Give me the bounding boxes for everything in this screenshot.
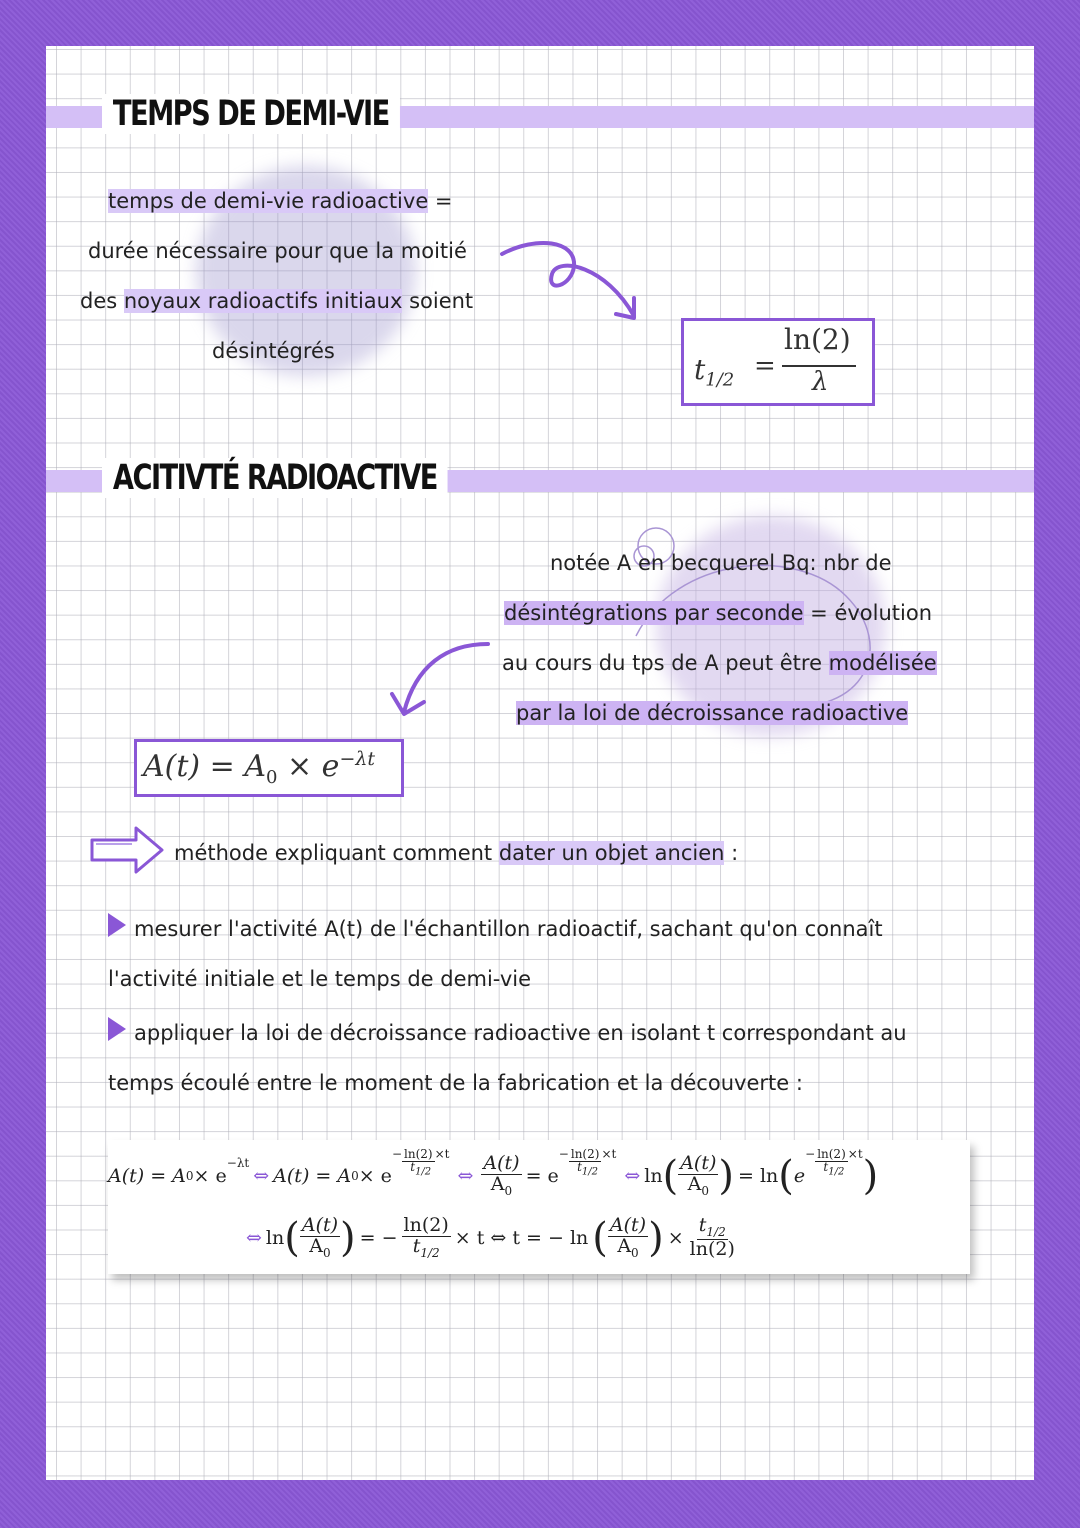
highlight-demi-vie-term: temps de demi-vie radioactive bbox=[108, 189, 429, 213]
definition-line-1: temps de demi-vie radioactive = bbox=[108, 189, 453, 213]
step2-line-a: appliquer la loi de décroissance radioactive en isolant t correspondant au bbox=[134, 1021, 907, 1045]
curved-arrow-icon bbox=[386, 636, 496, 726]
step1-line-b: l'activité initiale et le temps de demi-vie bbox=[108, 967, 532, 991]
derivation-line-1: A(t) = A 0 × e $^{-\lambda t}$ ⇔ A(t) = A 0 × e − ln(2) ×t $t_{1/2}$ ⇔ $\frac{A(t)}{A_0}$ = e − ln(2) ×t $t_{1/2}$ ⇔ ln ( $\frac{A(t)}{A_0}$ ) = ln ( e − ln(2) ×t $t_{1/2}$ ) bbox=[108, 1147, 879, 1199]
highlight-dater: dater un objet ancien bbox=[498, 841, 725, 865]
bullet-triangle-icon bbox=[108, 913, 128, 937]
note-line-1: notée A en becquerel Bq: nbr de bbox=[550, 551, 892, 575]
step1-line-a: mesurer l'activité A(t) de l'échantillon radioactif, sachant qu'on connaît bbox=[134, 917, 883, 941]
derivation-card bbox=[108, 1140, 970, 1274]
section-heading-demi-vie: TEMPS DE DEMI-VIE bbox=[102, 94, 400, 134]
formula-numerator: ln(2) bbox=[784, 323, 851, 356]
step2-line-b: temps écoulé entre le moment de la fabrication et la découverte : bbox=[108, 1071, 803, 1095]
formula-equals: = bbox=[754, 351, 776, 381]
section-heading-activite: ACITIVTÉ RADIOACTIVE bbox=[102, 458, 448, 498]
method-intro: méthode expliquant comment dater un objet ancien : bbox=[174, 841, 739, 865]
curly-arrow-icon bbox=[496, 236, 646, 326]
formula-lhs: $t_{1/2}$ bbox=[694, 353, 735, 391]
highlight-desintegrations: désintégrations par seconde bbox=[504, 601, 804, 625]
note-line-3: au cours du tps de A peut être modélisée bbox=[502, 651, 937, 675]
bullet-triangle-icon bbox=[108, 1017, 128, 1041]
definition-line-4: désintégrés bbox=[212, 339, 335, 363]
definition-line-2: durée nécessaire pour que la moitié bbox=[88, 239, 467, 263]
highlight-noyaux: noyaux radioactifs initiaux bbox=[123, 289, 403, 313]
note-line-4 bbox=[516, 688, 908, 738]
outline-arrow-icon bbox=[88, 824, 166, 876]
activity-formula: $A(t) = A_0 \times e^{-\lambda t}$ bbox=[134, 739, 404, 797]
half-life-formula bbox=[681, 318, 875, 406]
highlight-modelisee: modélisée bbox=[828, 651, 937, 675]
grid-paper bbox=[46, 46, 1034, 1480]
definition-line-3: des noyaux radioactifs initiaux soient bbox=[80, 289, 474, 313]
formula-denominator: λ bbox=[812, 367, 829, 397]
highlight-loi: par la loi de décroissance radioactive bbox=[516, 701, 909, 725]
note-line-2: désintégrations par seconde = évolution bbox=[504, 601, 933, 625]
derivation-line-2: ⇔ ln ( $\frac{A(t)}{A_0}$ ) = − $\frac{\ln(2)}{t_{1/2}}$ × t ⇔ t = − ln ( $\frac{A(t)}{A_0}$ ) × $\frac{t_{1/2}}{\ln(2)}$ bbox=[246, 1214, 735, 1261]
